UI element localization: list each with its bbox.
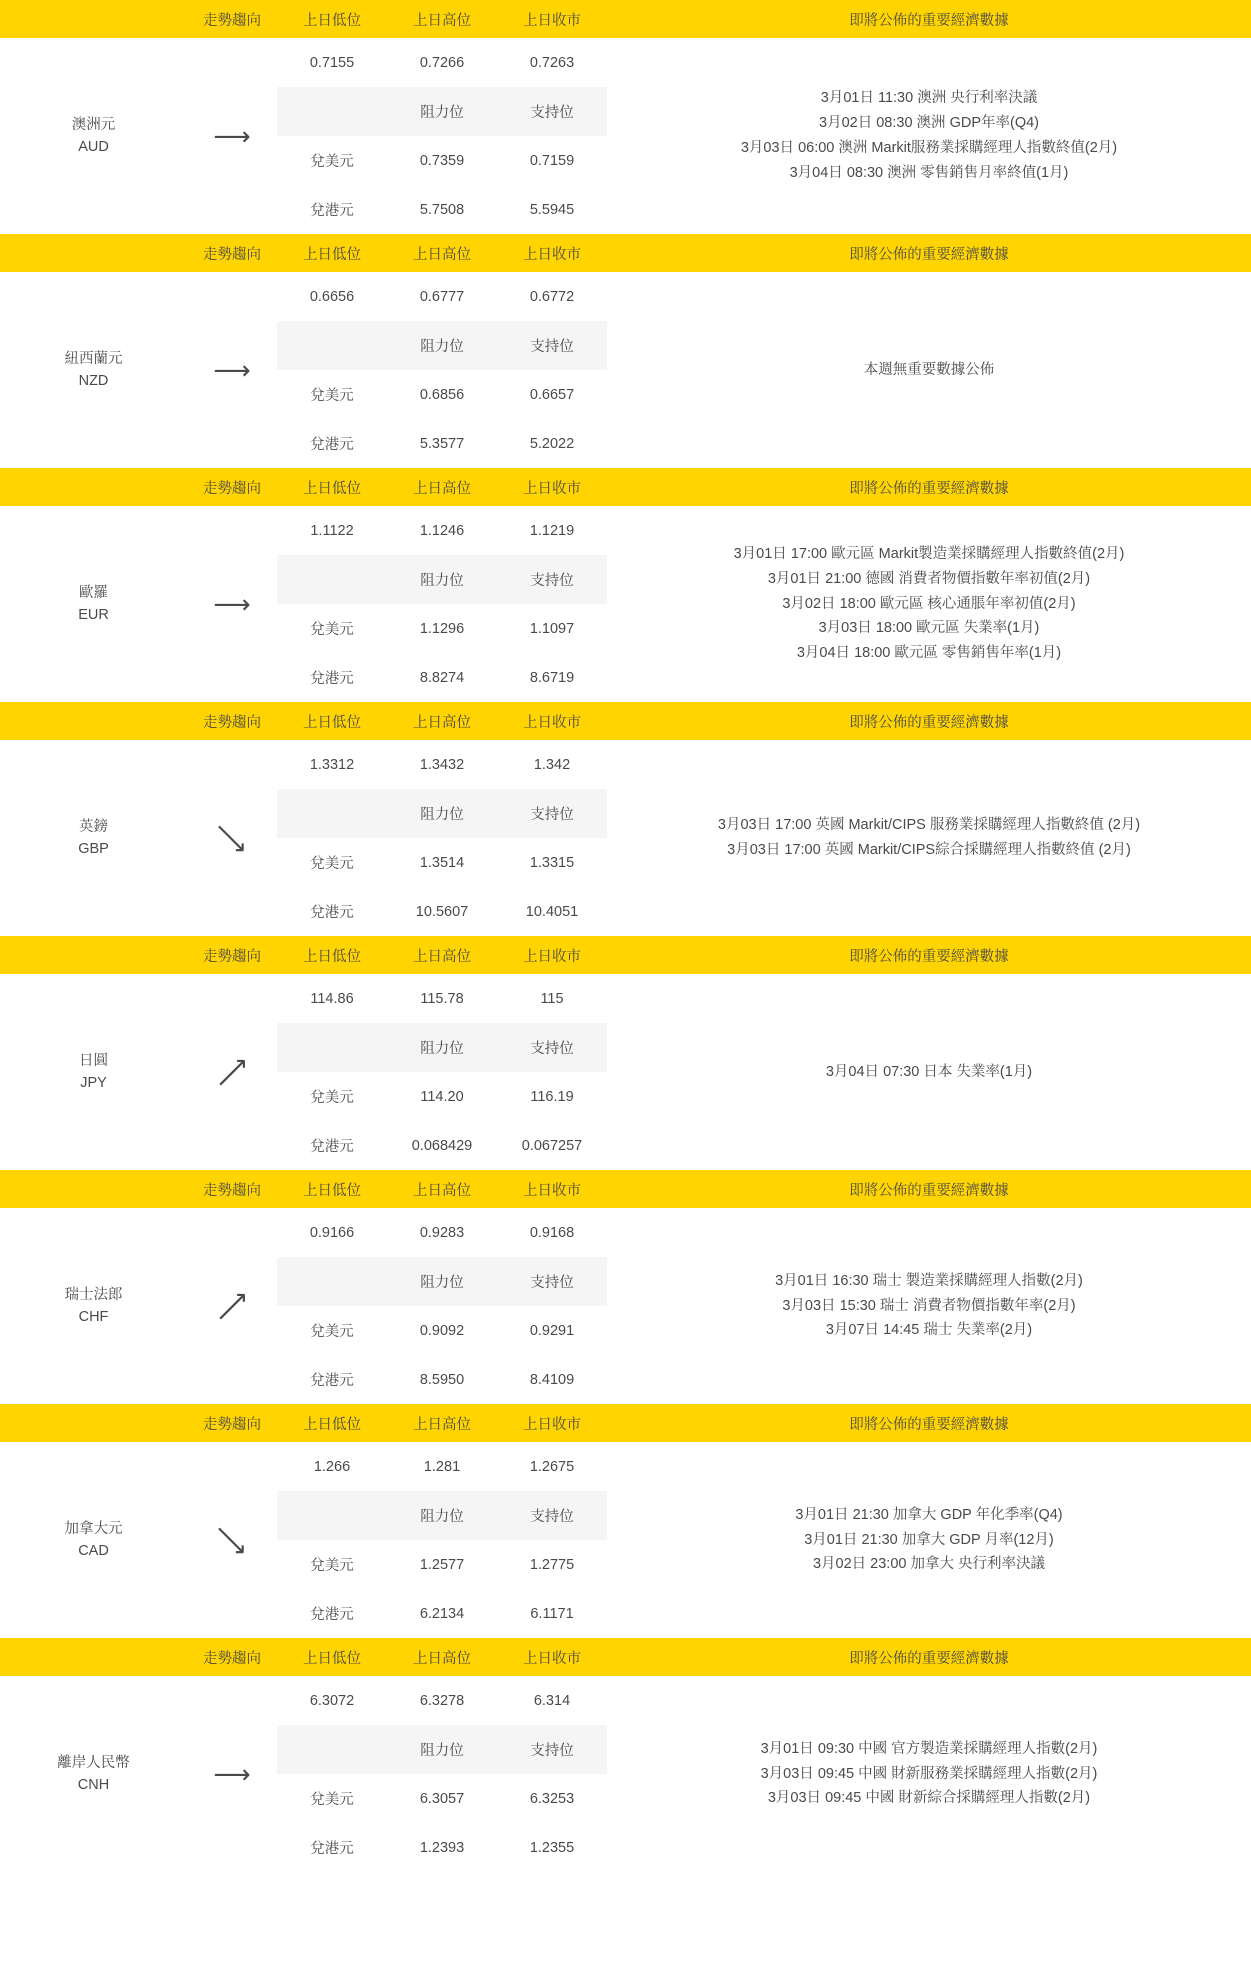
spacer-cell bbox=[277, 1491, 387, 1540]
header-prev-close: 上日收市 bbox=[497, 702, 607, 740]
header-spacer bbox=[0, 0, 187, 38]
column-header-row bbox=[0, 0, 1251, 38]
hkd-resistance-value: 5.3577 bbox=[387, 419, 497, 468]
usd-resistance-value: 1.3514 bbox=[387, 838, 497, 887]
header-prev-close: 上日收市 bbox=[497, 0, 607, 38]
table-row bbox=[0, 1442, 1251, 1491]
trend-arrow-flat-icon: ⟶ bbox=[213, 121, 251, 151]
resistance-label: 阻力位 bbox=[387, 789, 497, 838]
news-cell bbox=[607, 1676, 1251, 1872]
currency-code: AUD bbox=[78, 139, 109, 155]
usd-support-value: 6.3253 bbox=[497, 1774, 607, 1823]
news-item: 3月01日 16:30 瑞士 製造業採購經理人指數(2月) bbox=[775, 1272, 1083, 1289]
vs-hkd-label: 兌港元 bbox=[277, 1589, 387, 1638]
column-header-row bbox=[0, 468, 1251, 506]
hkd-support-value: 10.4051 bbox=[497, 887, 607, 936]
header-spacer bbox=[0, 468, 187, 506]
prev-low-value: 6.3072 bbox=[277, 1676, 387, 1725]
header-trend: 走勢趨向 bbox=[187, 1170, 277, 1208]
usd-resistance-value: 1.1296 bbox=[387, 604, 497, 653]
hkd-support-value: 5.2022 bbox=[497, 419, 607, 468]
usd-support-value: 116.19 bbox=[497, 1072, 607, 1121]
header-prev-low: 上日低位 bbox=[277, 1638, 387, 1676]
usd-resistance-value: 0.9092 bbox=[387, 1306, 497, 1355]
trend-cell bbox=[187, 506, 277, 702]
table-row bbox=[0, 1676, 1251, 1725]
header-prev-low: 上日低位 bbox=[277, 468, 387, 506]
header-prev-high: 上日高位 bbox=[387, 702, 497, 740]
vs-usd-label: 兌美元 bbox=[277, 604, 387, 653]
prev-close-value: 1.2675 bbox=[497, 1442, 607, 1491]
header-prev-close: 上日收市 bbox=[497, 1170, 607, 1208]
news-item: 3月07日 14:45 瑞士 失業率(2月) bbox=[825, 1322, 1033, 1339]
news-item: 本週無重要數據公佈 bbox=[863, 361, 995, 378]
resistance-label: 阻力位 bbox=[387, 1023, 497, 1072]
prev-close-value: 0.7263 bbox=[497, 38, 607, 87]
usd-resistance-value: 6.3057 bbox=[387, 1774, 497, 1823]
trend-arrow-down-icon: ⟶ bbox=[208, 814, 256, 862]
currency-name-cn: 瑞士法郎 bbox=[64, 1286, 123, 1303]
resistance-label: 阻力位 bbox=[387, 1725, 497, 1774]
column-header-row bbox=[0, 1170, 1251, 1208]
table-row bbox=[0, 740, 1251, 789]
news-item: 3月01日 11:30 澳洲 央行利率決議 bbox=[820, 90, 1038, 107]
spacer-cell bbox=[277, 1023, 387, 1072]
hkd-resistance-value: 10.5607 bbox=[387, 887, 497, 936]
news-item: 3月03日 06:00 澳洲 Markit服務業採購經理人指數終值(2月) bbox=[740, 140, 1118, 156]
hkd-support-value: 0.067257 bbox=[497, 1121, 607, 1170]
resistance-label: 阻力位 bbox=[387, 1491, 497, 1540]
usd-support-value: 0.6657 bbox=[497, 370, 607, 419]
usd-support-value: 0.9291 bbox=[497, 1306, 607, 1355]
header-prev-low: 上日低位 bbox=[277, 234, 387, 272]
resistance-label: 阻力位 bbox=[387, 321, 497, 370]
hkd-resistance-value: 5.7508 bbox=[387, 185, 497, 234]
hkd-support-value: 1.2355 bbox=[497, 1823, 607, 1872]
hkd-support-value: 8.4109 bbox=[497, 1355, 607, 1404]
prev-close-value: 6.314 bbox=[497, 1676, 607, 1725]
table-row bbox=[0, 974, 1251, 1023]
header-spacer bbox=[0, 234, 187, 272]
news-item: 3月03日 15:30 瑞士 消費者物價指數年率(2月) bbox=[782, 1297, 1076, 1314]
currency-code: GBP bbox=[78, 841, 109, 857]
table-row bbox=[0, 506, 1251, 555]
spacer-cell bbox=[277, 87, 387, 136]
vs-usd-label: 兌美元 bbox=[277, 1540, 387, 1589]
currency-name-cell bbox=[0, 272, 187, 468]
news-cell bbox=[607, 272, 1251, 468]
usd-resistance-value: 0.6856 bbox=[387, 370, 497, 419]
header-news: 即將公佈的重要經濟數據 bbox=[607, 468, 1251, 506]
trend-arrow-flat-icon: ⟶ bbox=[213, 1759, 251, 1789]
prev-low-value: 0.6656 bbox=[277, 272, 387, 321]
prev-high-value: 0.9283 bbox=[387, 1208, 497, 1257]
column-header-row bbox=[0, 1404, 1251, 1442]
header-prev-high: 上日高位 bbox=[387, 0, 497, 38]
trend-arrow-flat-icon: ⟶ bbox=[213, 355, 251, 385]
header-trend: 走勢趨向 bbox=[187, 468, 277, 506]
header-prev-high: 上日高位 bbox=[387, 1638, 497, 1676]
prev-close-value: 1.342 bbox=[497, 740, 607, 789]
vs-usd-label: 兌美元 bbox=[277, 838, 387, 887]
currency-name-cn: 澳洲元 bbox=[71, 116, 116, 133]
currency-code: CAD bbox=[78, 1543, 109, 1559]
news-item: 3月04日 08:30 澳洲 零售銷售月率終值(1月) bbox=[789, 164, 1069, 181]
header-trend: 走勢趨向 bbox=[187, 1404, 277, 1442]
vs-hkd-label: 兌港元 bbox=[277, 1355, 387, 1404]
vs-hkd-label: 兌港元 bbox=[277, 887, 387, 936]
trend-cell bbox=[187, 272, 277, 468]
header-prev-close: 上日收市 bbox=[497, 1638, 607, 1676]
currency-data-table bbox=[0, 1442, 1251, 1638]
news-item: 3月03日 09:45 中國 財新服務業採購經理人指數(2月) bbox=[760, 1765, 1098, 1782]
currency-name-cn: 日圓 bbox=[79, 1052, 108, 1069]
support-label: 支持位 bbox=[497, 555, 607, 604]
prev-close-value: 0.9168 bbox=[497, 1208, 607, 1257]
column-header-row bbox=[0, 234, 1251, 272]
currency-data-table bbox=[0, 740, 1251, 936]
hkd-resistance-value: 1.2393 bbox=[387, 1823, 497, 1872]
usd-support-value: 0.7159 bbox=[497, 136, 607, 185]
table-row bbox=[0, 272, 1251, 321]
usd-support-value: 1.2775 bbox=[497, 1540, 607, 1589]
header-prev-low: 上日低位 bbox=[277, 0, 387, 38]
usd-support-value: 1.1097 bbox=[497, 604, 607, 653]
header-prev-high: 上日高位 bbox=[387, 1170, 497, 1208]
header-prev-close: 上日收市 bbox=[497, 468, 607, 506]
vs-usd-label: 兌美元 bbox=[277, 370, 387, 419]
currency-data-table bbox=[0, 272, 1251, 468]
currency-data-table bbox=[0, 506, 1251, 702]
prev-low-value: 1.3312 bbox=[277, 740, 387, 789]
spacer-cell bbox=[277, 555, 387, 604]
header-trend: 走勢趨向 bbox=[187, 0, 277, 38]
news-item: 3月01日 21:30 加拿大 GDP 月率(12月) bbox=[804, 1531, 1054, 1548]
vs-usd-label: 兌美元 bbox=[277, 136, 387, 185]
prev-close-value: 0.6772 bbox=[497, 272, 607, 321]
trend-arrow-down-icon: ⟶ bbox=[208, 1516, 256, 1564]
prev-high-value: 0.6777 bbox=[387, 272, 497, 321]
currency-name-cell bbox=[0, 1442, 187, 1638]
news-item: 3月01日 17:00 歐元區 Markit製造業採購經理人指數終值(2月) bbox=[733, 545, 1125, 562]
prev-high-value: 6.3278 bbox=[387, 1676, 497, 1725]
column-header-row bbox=[0, 936, 1251, 974]
header-prev-low: 上日低位 bbox=[277, 1404, 387, 1442]
trend-cell bbox=[187, 974, 277, 1170]
support-label: 支持位 bbox=[497, 87, 607, 136]
header-prev-close: 上日收市 bbox=[497, 936, 607, 974]
table-row bbox=[0, 38, 1251, 87]
spacer-cell bbox=[277, 789, 387, 838]
currency-code: CNH bbox=[77, 1777, 110, 1793]
news-cell bbox=[607, 740, 1251, 936]
currency-code: CHF bbox=[78, 1309, 109, 1325]
resistance-label: 阻力位 bbox=[387, 555, 497, 604]
currency-name-cell bbox=[0, 740, 187, 936]
header-prev-high: 上日高位 bbox=[387, 1404, 497, 1442]
news-item: 3月01日 21:30 加拿大 GDP 年化季率(Q4) bbox=[795, 1506, 1063, 1523]
usd-resistance-value: 114.20 bbox=[387, 1072, 497, 1121]
resistance-label: 阻力位 bbox=[387, 1257, 497, 1306]
vs-hkd-label: 兌港元 bbox=[277, 1121, 387, 1170]
vs-usd-label: 兌美元 bbox=[277, 1072, 387, 1121]
news-item: 3月03日 17:00 英國 Markit/CIPS 服務業採購經理人指數終值 (2月) bbox=[717, 817, 1141, 834]
header-news: 即將公佈的重要經濟數據 bbox=[607, 234, 1251, 272]
currency-block bbox=[0, 0, 1251, 234]
prev-low-value: 1.266 bbox=[277, 1442, 387, 1491]
header-prev-high: 上日高位 bbox=[387, 936, 497, 974]
usd-resistance-value: 0.7359 bbox=[387, 136, 497, 185]
header-spacer bbox=[0, 936, 187, 974]
news-item: 3月03日 09:45 中國 財新綜合採購經理人指數(2月) bbox=[767, 1790, 1091, 1807]
prev-low-value: 0.7155 bbox=[277, 38, 387, 87]
prev-high-value: 0.7266 bbox=[387, 38, 497, 87]
usd-support-value: 1.3315 bbox=[497, 838, 607, 887]
currency-data-table bbox=[0, 1676, 1251, 1872]
news-cell bbox=[607, 38, 1251, 234]
trend-cell bbox=[187, 1676, 277, 1872]
news-cell bbox=[607, 974, 1251, 1170]
currency-block bbox=[0, 702, 1251, 936]
header-spacer bbox=[0, 1404, 187, 1442]
support-label: 支持位 bbox=[497, 1725, 607, 1774]
vs-hkd-label: 兌港元 bbox=[277, 653, 387, 702]
usd-resistance-value: 1.2577 bbox=[387, 1540, 497, 1589]
currency-name-cell bbox=[0, 38, 187, 234]
support-label: 支持位 bbox=[497, 789, 607, 838]
spacer-cell bbox=[277, 1257, 387, 1306]
currency-block bbox=[0, 1404, 1251, 1638]
vs-usd-label: 兌美元 bbox=[277, 1774, 387, 1823]
header-news: 即將公佈的重要經濟數據 bbox=[607, 936, 1251, 974]
header-spacer bbox=[0, 1170, 187, 1208]
column-header-row bbox=[0, 1638, 1251, 1676]
header-spacer bbox=[0, 1638, 187, 1676]
news-cell bbox=[607, 1442, 1251, 1638]
header-trend: 走勢趨向 bbox=[187, 234, 277, 272]
news-item: 3月01日 21:00 德國 消費者物價指數年率初值(2月) bbox=[767, 570, 1091, 587]
currency-block bbox=[0, 1170, 1251, 1404]
prev-close-value: 115 bbox=[497, 974, 607, 1023]
vs-hkd-label: 兌港元 bbox=[277, 1823, 387, 1872]
trend-cell bbox=[187, 38, 277, 234]
header-spacer bbox=[0, 702, 187, 740]
header-prev-low: 上日低位 bbox=[277, 702, 387, 740]
trend-cell bbox=[187, 740, 277, 936]
currency-name-cn: 離岸人民幣 bbox=[57, 1754, 130, 1771]
spacer-cell bbox=[277, 321, 387, 370]
vs-usd-label: 兌美元 bbox=[277, 1306, 387, 1355]
column-header-row bbox=[0, 702, 1251, 740]
header-news: 即將公佈的重要經濟數據 bbox=[607, 1170, 1251, 1208]
trend-arrow-flat-icon: ⟶ bbox=[213, 589, 251, 619]
hkd-resistance-value: 6.2134 bbox=[387, 1589, 497, 1638]
currency-block bbox=[0, 936, 1251, 1170]
news-item: 3月02日 23:00 加拿大 央行利率決議 bbox=[812, 1556, 1046, 1573]
prev-high-value: 1.1246 bbox=[387, 506, 497, 555]
spacer-cell bbox=[277, 1725, 387, 1774]
currency-code: NZD bbox=[78, 373, 109, 389]
prev-low-value: 0.9166 bbox=[277, 1208, 387, 1257]
currency-data-table bbox=[0, 974, 1251, 1170]
currency-block bbox=[0, 1638, 1251, 1872]
currency-name-cell bbox=[0, 506, 187, 702]
trend-arrow-up-icon: ⟶ bbox=[208, 1282, 256, 1330]
prev-low-value: 114.86 bbox=[277, 974, 387, 1023]
header-prev-high: 上日高位 bbox=[387, 468, 497, 506]
resistance-label: 阻力位 bbox=[387, 87, 497, 136]
support-label: 支持位 bbox=[497, 1491, 607, 1540]
hkd-resistance-value: 8.5950 bbox=[387, 1355, 497, 1404]
currency-data-table bbox=[0, 1208, 1251, 1404]
support-label: 支持位 bbox=[497, 1023, 607, 1072]
header-trend: 走勢趨向 bbox=[187, 936, 277, 974]
hkd-resistance-value: 8.8274 bbox=[387, 653, 497, 702]
news-item: 3月04日 07:30 日本 失業率(1月) bbox=[825, 1063, 1033, 1080]
header-prev-high: 上日高位 bbox=[387, 234, 497, 272]
header-news: 即將公佈的重要經濟數據 bbox=[607, 702, 1251, 740]
currency-name-cn: 加拿大元 bbox=[64, 1520, 123, 1537]
trend-cell bbox=[187, 1208, 277, 1404]
support-label: 支持位 bbox=[497, 1257, 607, 1306]
prev-high-value: 1.3432 bbox=[387, 740, 497, 789]
header-prev-close: 上日收市 bbox=[497, 234, 607, 272]
news-item: 3月04日 18:00 歐元區 零售銷售年率(1月) bbox=[796, 645, 1062, 662]
news-item: 3月03日 17:00 英國 Markit/CIPS綜合採購經理人指數終值 (2月) bbox=[727, 842, 1131, 858]
currency-name-cn: 英鎊 bbox=[79, 818, 108, 835]
currency-code: JPY bbox=[80, 1075, 107, 1091]
currency-name-cn: 歐羅 bbox=[79, 584, 108, 601]
header-prev-low: 上日低位 bbox=[277, 936, 387, 974]
header-news: 即將公佈的重要經濟數據 bbox=[607, 1404, 1251, 1442]
hkd-support-value: 8.6719 bbox=[497, 653, 607, 702]
header-prev-close: 上日收市 bbox=[497, 1404, 607, 1442]
news-cell bbox=[607, 506, 1251, 702]
header-news: 即將公佈的重要經濟數據 bbox=[607, 1638, 1251, 1676]
trend-cell bbox=[187, 1442, 277, 1638]
header-prev-low: 上日低位 bbox=[277, 1170, 387, 1208]
vs-hkd-label: 兌港元 bbox=[277, 419, 387, 468]
prev-close-value: 1.1219 bbox=[497, 506, 607, 555]
hkd-resistance-value: 0.068429 bbox=[387, 1121, 497, 1170]
news-item: 3月03日 18:00 歐元區 失業率(1月) bbox=[818, 620, 1040, 637]
currency-name-cell bbox=[0, 974, 187, 1170]
header-trend: 走勢趨向 bbox=[187, 1638, 277, 1676]
news-item: 3月02日 18:00 歐元區 核心通脹年率初值(2月) bbox=[782, 595, 1076, 612]
vs-hkd-label: 兌港元 bbox=[277, 185, 387, 234]
header-trend: 走勢趨向 bbox=[187, 702, 277, 740]
news-cell bbox=[607, 1208, 1251, 1404]
prev-low-value: 1.1122 bbox=[277, 506, 387, 555]
table-row bbox=[0, 1208, 1251, 1257]
prev-high-value: 115.78 bbox=[387, 974, 497, 1023]
currency-block bbox=[0, 468, 1251, 702]
header-news: 即將公佈的重要經濟數據 bbox=[607, 0, 1251, 38]
currency-code: EUR bbox=[78, 607, 109, 623]
currency-name-cell bbox=[0, 1208, 187, 1404]
news-item: 3月02日 08:30 澳洲 GDP年率(Q4) bbox=[819, 115, 1039, 132]
support-label: 支持位 bbox=[497, 321, 607, 370]
prev-high-value: 1.281 bbox=[387, 1442, 497, 1491]
hkd-support-value: 5.5945 bbox=[497, 185, 607, 234]
currency-block bbox=[0, 234, 1251, 468]
hkd-support-value: 6.1171 bbox=[497, 1589, 607, 1638]
trend-arrow-up-icon: ⟶ bbox=[208, 1048, 256, 1096]
news-item: 3月01日 09:30 中國 官方製造業採購經理人指數(2月) bbox=[760, 1740, 1098, 1757]
currency-name-cn: 紐西蘭元 bbox=[64, 350, 123, 367]
currency-name-cell bbox=[0, 1676, 187, 1872]
currency-data-table bbox=[0, 38, 1251, 234]
